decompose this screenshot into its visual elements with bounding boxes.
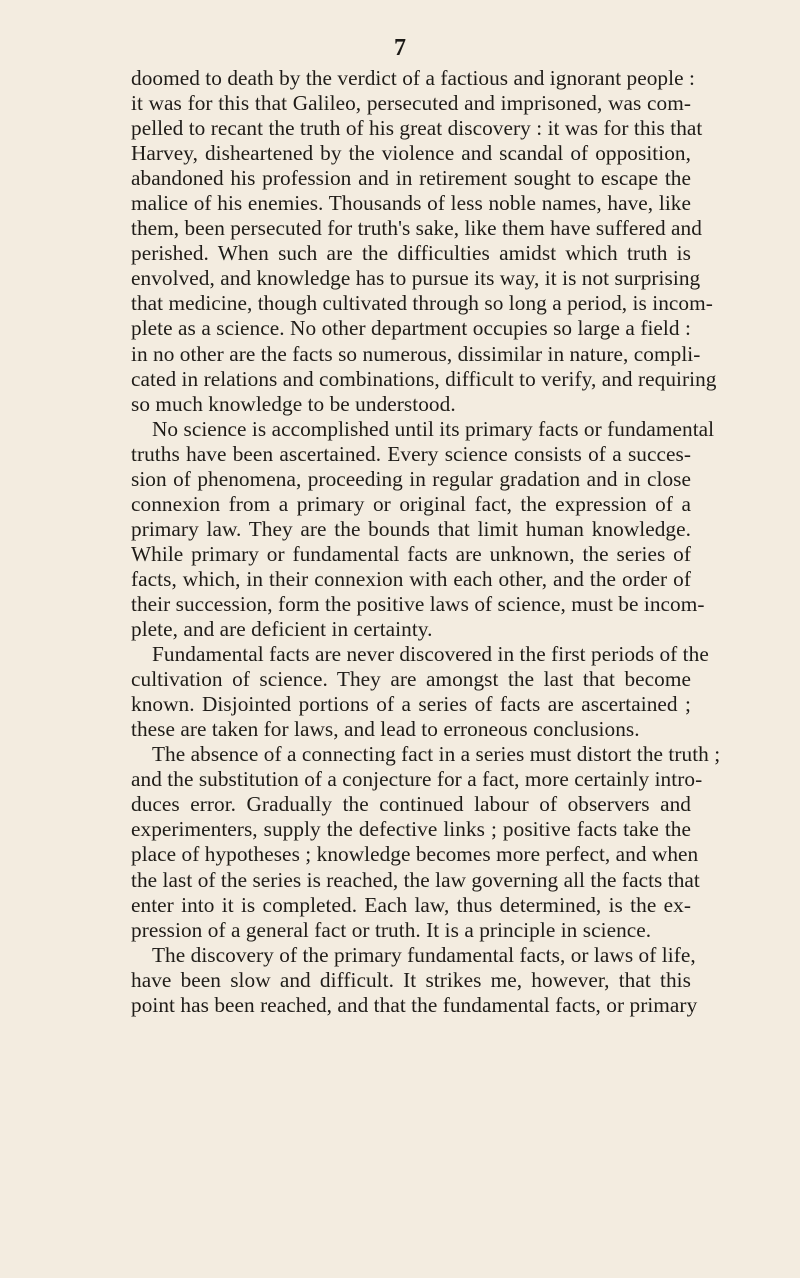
text-line: doomed to death by the verdict of a factious and ignorant people :: [131, 66, 695, 90]
text-line: point has been reached, and that the fundamental facts, or primary: [131, 992, 698, 1017]
text-line: known. Disjointed portions of a series of facts are ascertained ;: [131, 692, 691, 717]
text-line: have been slow and difficult. It strikes me, however, that this: [131, 967, 691, 992]
body-text: [131, 66, 721, 1018]
text-line: that medicine, though cultivated through so long a period, is incom-: [131, 291, 713, 316]
text-line: The absence of a connecting fact in a series must distort the truth ;: [152, 742, 721, 767]
text-line: Fundamental facts are never discovered in the first periods of the: [152, 642, 709, 667]
text-line: sion of phenomena, proceeding in regular gradation and in close: [131, 466, 691, 491]
text-line: them, been persecuted for truth's sake, like them have suffered and: [131, 216, 702, 241]
text-line: these are taken for laws, and lead to erroneous conclusions.: [131, 717, 640, 742]
text-line: enter into it is completed. Each law, thus determined, is the ex-: [131, 892, 691, 917]
text-line: No science is accomplished until its primary facts or fundamental: [152, 416, 715, 441]
text-line: The discovery of the primary fundamental facts, or laws of life,: [152, 942, 696, 967]
text-line: envolved, and knowledge has to pursue its way, it is not surprising: [131, 266, 701, 291]
text-line: experimenters, supply the defective links ; positive facts take the: [131, 817, 691, 842]
text-line: plete as a science. No other department occupies so large a field :: [131, 316, 691, 341]
text-line: pelled to recant the truth of his great discovery : it was for this that: [131, 116, 703, 141]
text-line: connexion from a primary or original fact, the expression of a: [131, 491, 691, 516]
text-line: malice of his enemies. Thousands of less noble names, have, like: [131, 191, 691, 216]
text-line: the last of the series is reached, the law governing all the facts that: [131, 867, 700, 892]
text-line: pression of a general fact or truth. It is a principle in science.: [131, 917, 652, 942]
text-line: truths have been ascertained. Every science consists of a succes-: [131, 441, 691, 466]
text-line: cated in relations and combinations, difficult to verify, and requiring: [131, 366, 717, 391]
text-line: and the substitution of a conjecture for a fact, more certainly intro-: [131, 767, 703, 792]
text-line: While primary or fundamental facts are unknown, the series of: [131, 541, 691, 566]
text-line: duces error. Gradually the continued labour of observers and: [131, 792, 691, 817]
text-line: perished. When such are the difficulties amidst which truth is: [131, 241, 691, 266]
text-line: their succession, form the positive laws of science, must be incom-: [131, 591, 705, 616]
text-line: it was for this that Galileo, persecuted and imprisoned, was com-: [131, 91, 691, 116]
text-line: abandoned his profession and in retirement sought to escape the: [131, 166, 691, 191]
text-line: facts, which, in their connexion with each other, and the order of: [131, 566, 691, 591]
page-number: 7: [394, 35, 406, 61]
text-line: so much knowledge to be understood.: [131, 391, 456, 416]
text-line: place of hypotheses ; knowledge becomes more perfect, and when: [131, 842, 699, 867]
text-line: Harvey, disheartened by the violence and scandal of opposition,: [131, 141, 691, 166]
text-line: plete, and are deficient in certainty.: [131, 617, 433, 642]
text-line: in no other are the facts so numerous, dissimilar in nature, compli-: [131, 341, 701, 366]
text-line: cultivation of science. They are amongst the last that become: [131, 667, 691, 692]
text-line: primary law. They are the bounds that limit human knowledge.: [131, 516, 691, 541]
